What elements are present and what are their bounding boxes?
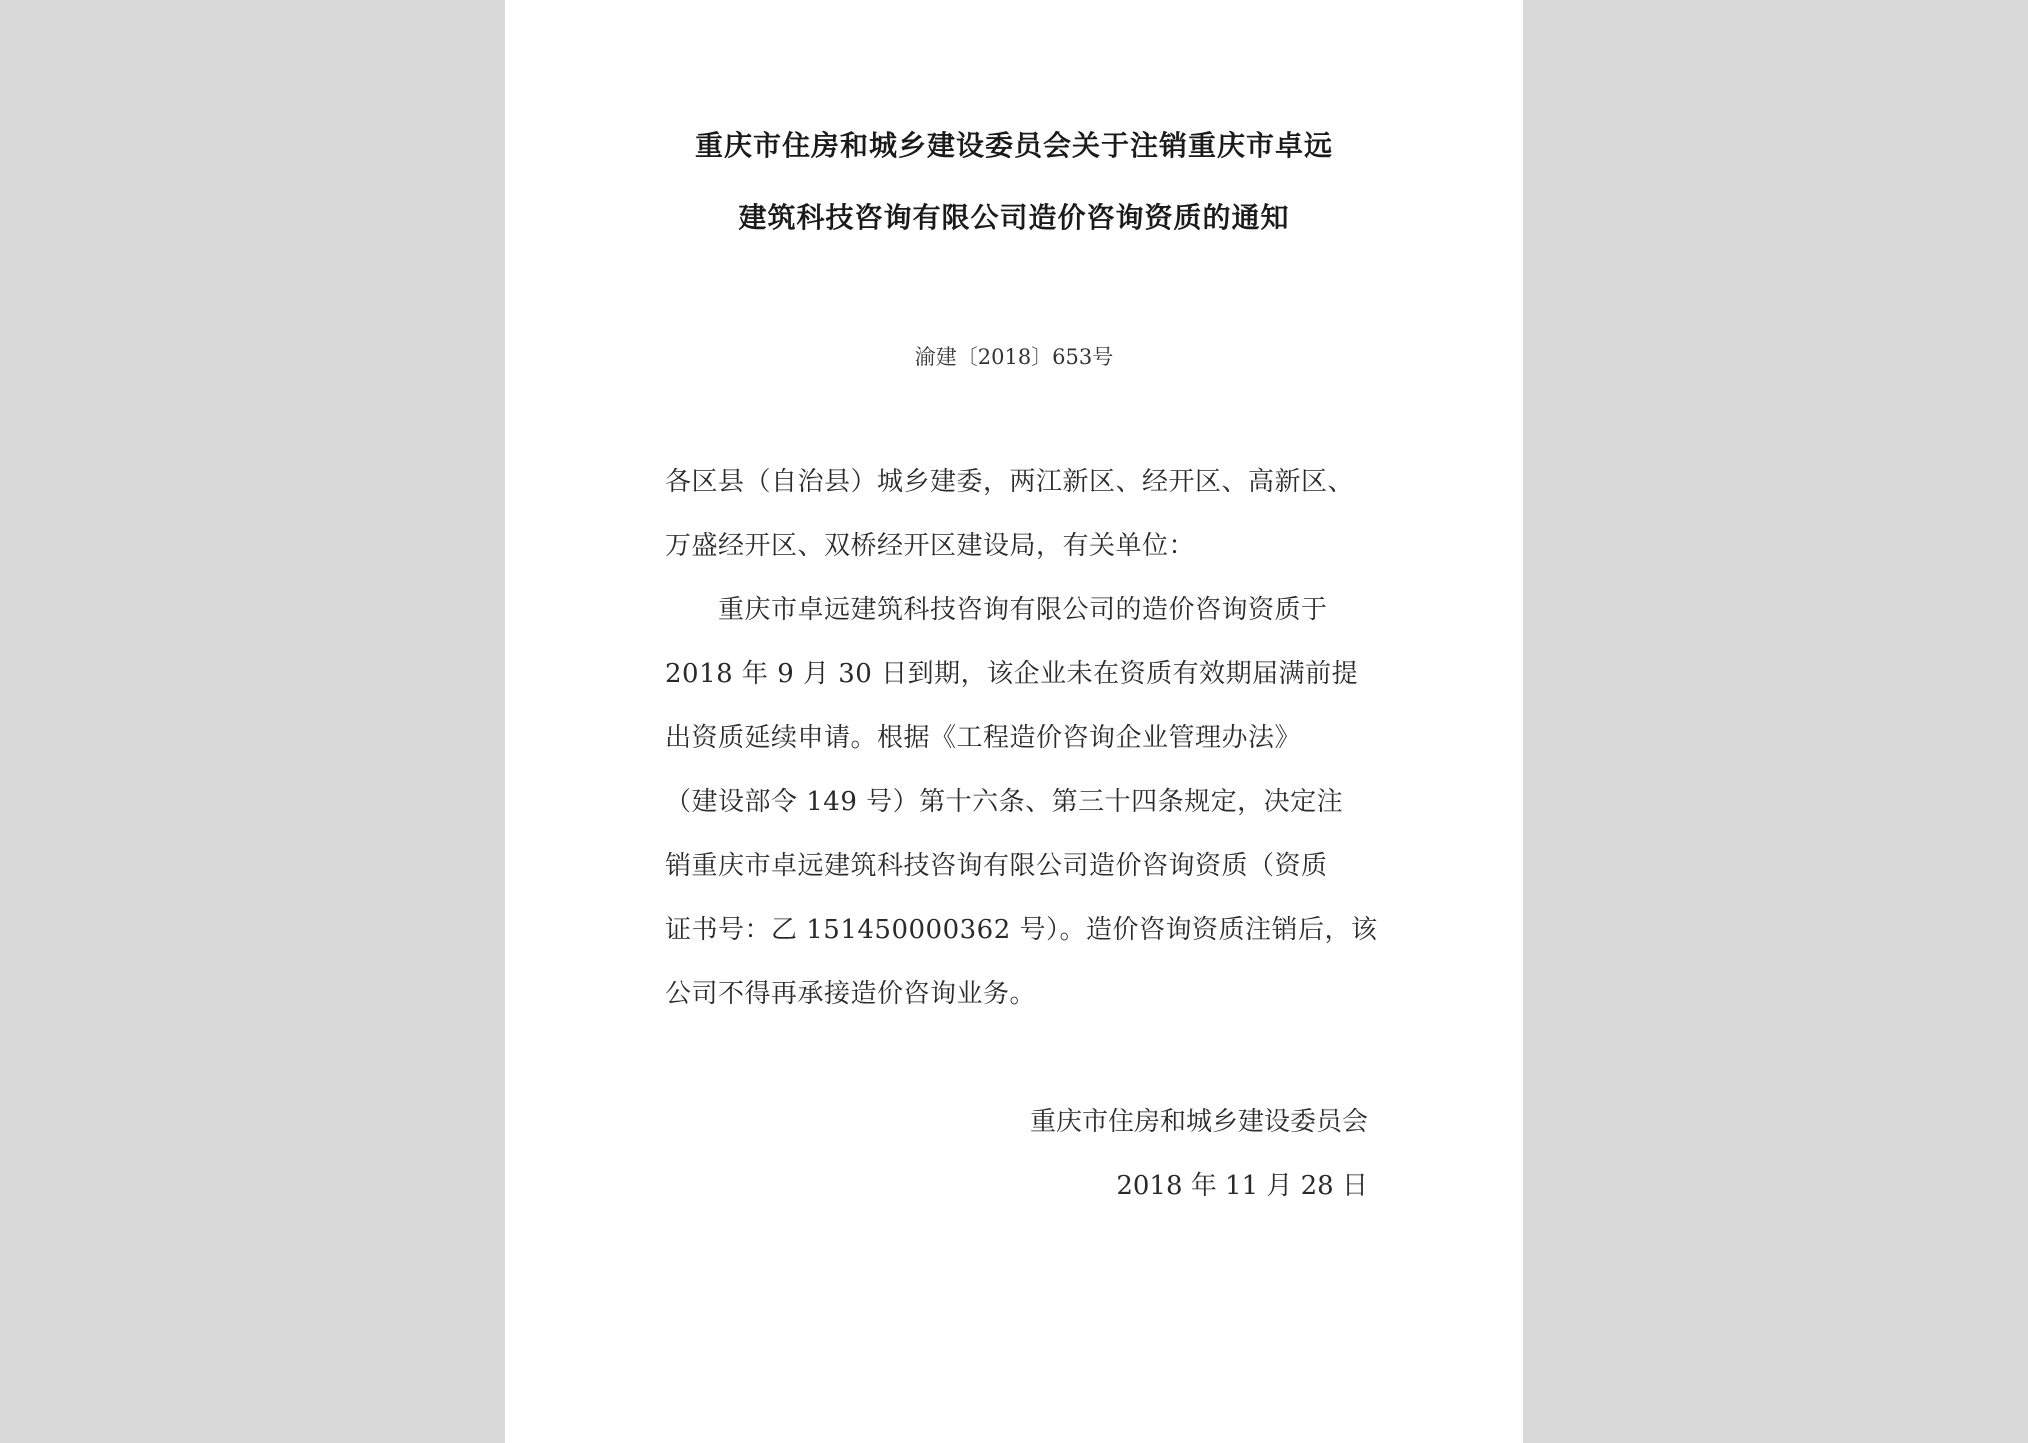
body-line-6: 证书号：乙 151450000362 号）。造价咨询资质注销后，该: [665, 915, 1378, 945]
addressee-line-1: 各区县（自治县）城乡建委，两江新区、经开区、高新区、: [665, 467, 1355, 497]
document-page: [505, 0, 1523, 1443]
body-line-1: 重庆市卓远建筑科技咨询有限公司的造价咨询资质于: [718, 595, 1328, 625]
body-line-3: 出资质延续申请。根据《工程造价咨询企业管理办法》: [665, 723, 1302, 753]
document-title-line-2: 建筑科技咨询有限公司造价咨询资质的通知: [738, 201, 1290, 234]
body-line-4: （建设部令 149 号）第十六条、第三十四条规定，决定注: [665, 787, 1344, 817]
document-title-line-1: 重庆市住房和城乡建设委员会关于注销重庆市卓远: [694, 129, 1333, 162]
body-line-7: 公司不得再承接造价咨询业务。: [665, 979, 1037, 1009]
body-line-5: 销重庆市卓远建筑科技咨询有限公司造价咨询资质（资质: [665, 851, 1328, 881]
body-line-2: 2018 年 9 月 30 日到期，该企业未在资质有效期届满前提: [665, 659, 1359, 689]
addressee-line-2: 万盛经开区、双桥经开区建设局，有关单位：: [665, 531, 1196, 561]
document-number: 渝建〔2018〕653号: [914, 345, 1114, 369]
signature-organization: 重庆市住房和城乡建设委员会: [1029, 1107, 1368, 1137]
signature-date: 2018 年 11 月 28 日: [1116, 1171, 1368, 1201]
